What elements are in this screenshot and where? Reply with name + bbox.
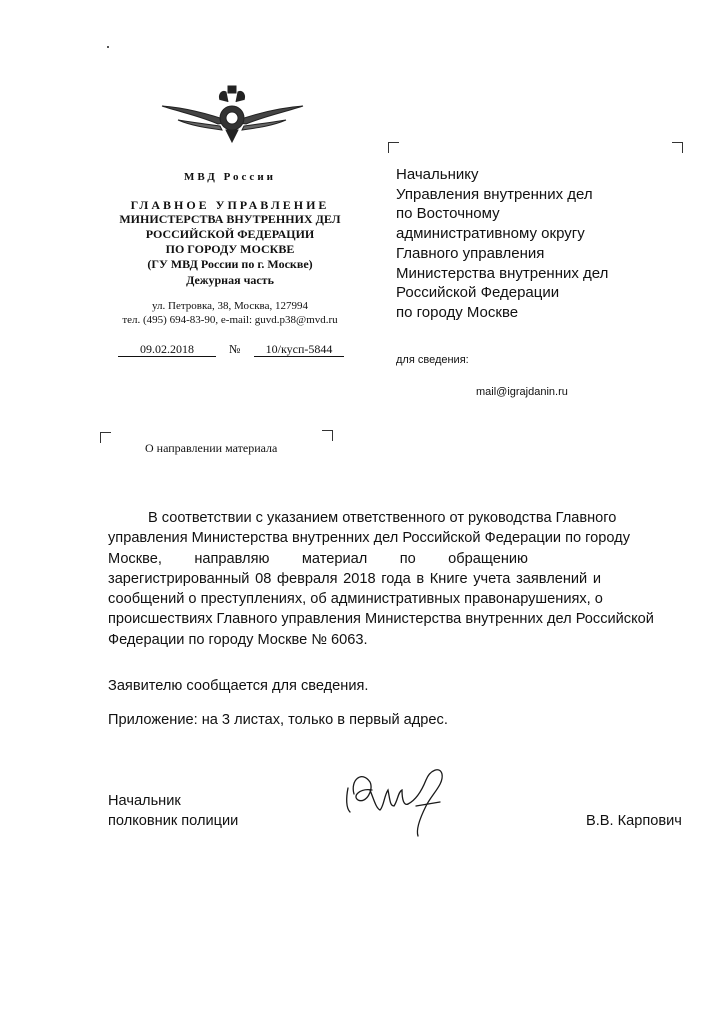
subject-corner-top-left [100, 432, 111, 443]
document-date: 09.02.2018 [118, 342, 216, 357]
recipient-line: Министерства внутренних дел [396, 264, 609, 282]
org-name-line-1: ГЛАВНОЕ УПРАВЛЕНИЕ [130, 198, 330, 212]
department-name: Дежурная часть [186, 273, 274, 287]
recipient-corner-top-right [672, 142, 683, 153]
scan-speck [107, 46, 109, 48]
recipient-line: Главного управления [396, 244, 545, 262]
attachment-text: Приложение: на 3 листах, только в первый адрес. [108, 712, 448, 728]
document-number: 10/кусп-5844 [254, 342, 344, 357]
body-paragraph [108, 508, 654, 650]
org-name-line-2: МИНИСТЕРСТВА ВНУТРЕННИХ ДЕЛ [119, 212, 341, 226]
handwritten-signature [340, 760, 450, 840]
recipient-line: Управления внутренних дел [396, 185, 593, 203]
signer-rank: полковник полиции [108, 813, 239, 829]
body-line: Москве, направляю материал по обращению [108, 550, 528, 567]
org-contacts: тел. (495) 694-83-90, e-mail: guvd.p38@mvd.ru [122, 314, 338, 326]
org-address: ул. Петровка, 38, Москва, 127994 [152, 300, 308, 312]
ministry-name: МВД России [183, 171, 276, 183]
signer-name: В.В. Карпович [586, 813, 682, 829]
body-line: происшествиях Главного управления Министерства внутренних дел Российской [108, 611, 654, 628]
recipient-line: по Восточному [396, 205, 500, 223]
recipient-line: Российской Федерации [396, 284, 560, 302]
recipient-corner-top-left [388, 142, 399, 153]
notice-text: Заявителю сообщается для сведения. [108, 678, 369, 694]
recipient-line: Начальнику [396, 166, 479, 183]
org-name-line-4: ПО ГОРОДУ МОСКВЕ [165, 242, 295, 256]
subject-corner-top-right [322, 430, 333, 441]
signer-position: Начальник [108, 793, 181, 809]
body-line: Федерации по городу Москве № 6063. [108, 631, 368, 648]
recipient-line: административному округу [396, 225, 585, 243]
body-line: сообщений о преступлениях, об административных правонарушениях, о [108, 591, 603, 608]
body-line: управления Министерства внутренних дел Российской Федерации по городу [108, 530, 630, 547]
org-abbreviation: (ГУ МВД России по г. Москве) [147, 257, 313, 271]
recipient-line: по городу Москве [396, 303, 519, 321]
cc-label: для сведения: [396, 354, 469, 366]
body-line: зарегистрированный 08 февраля 2018 года в Книге учета заявлений и [108, 570, 601, 587]
cc-email: mail@igrajdanin.ru [476, 386, 568, 398]
number-sign: № [229, 342, 241, 356]
double-headed-eagle-emblem-icon [160, 82, 305, 144]
recipient-block [396, 165, 608, 323]
letter-subject: О направлении материала [145, 441, 278, 455]
org-name-line-3: РОССИЙСКОЙ ФЕДЕРАЦИИ [145, 227, 315, 241]
body-line: В соответствии с указанием ответственного от руководства Главного [148, 510, 617, 526]
